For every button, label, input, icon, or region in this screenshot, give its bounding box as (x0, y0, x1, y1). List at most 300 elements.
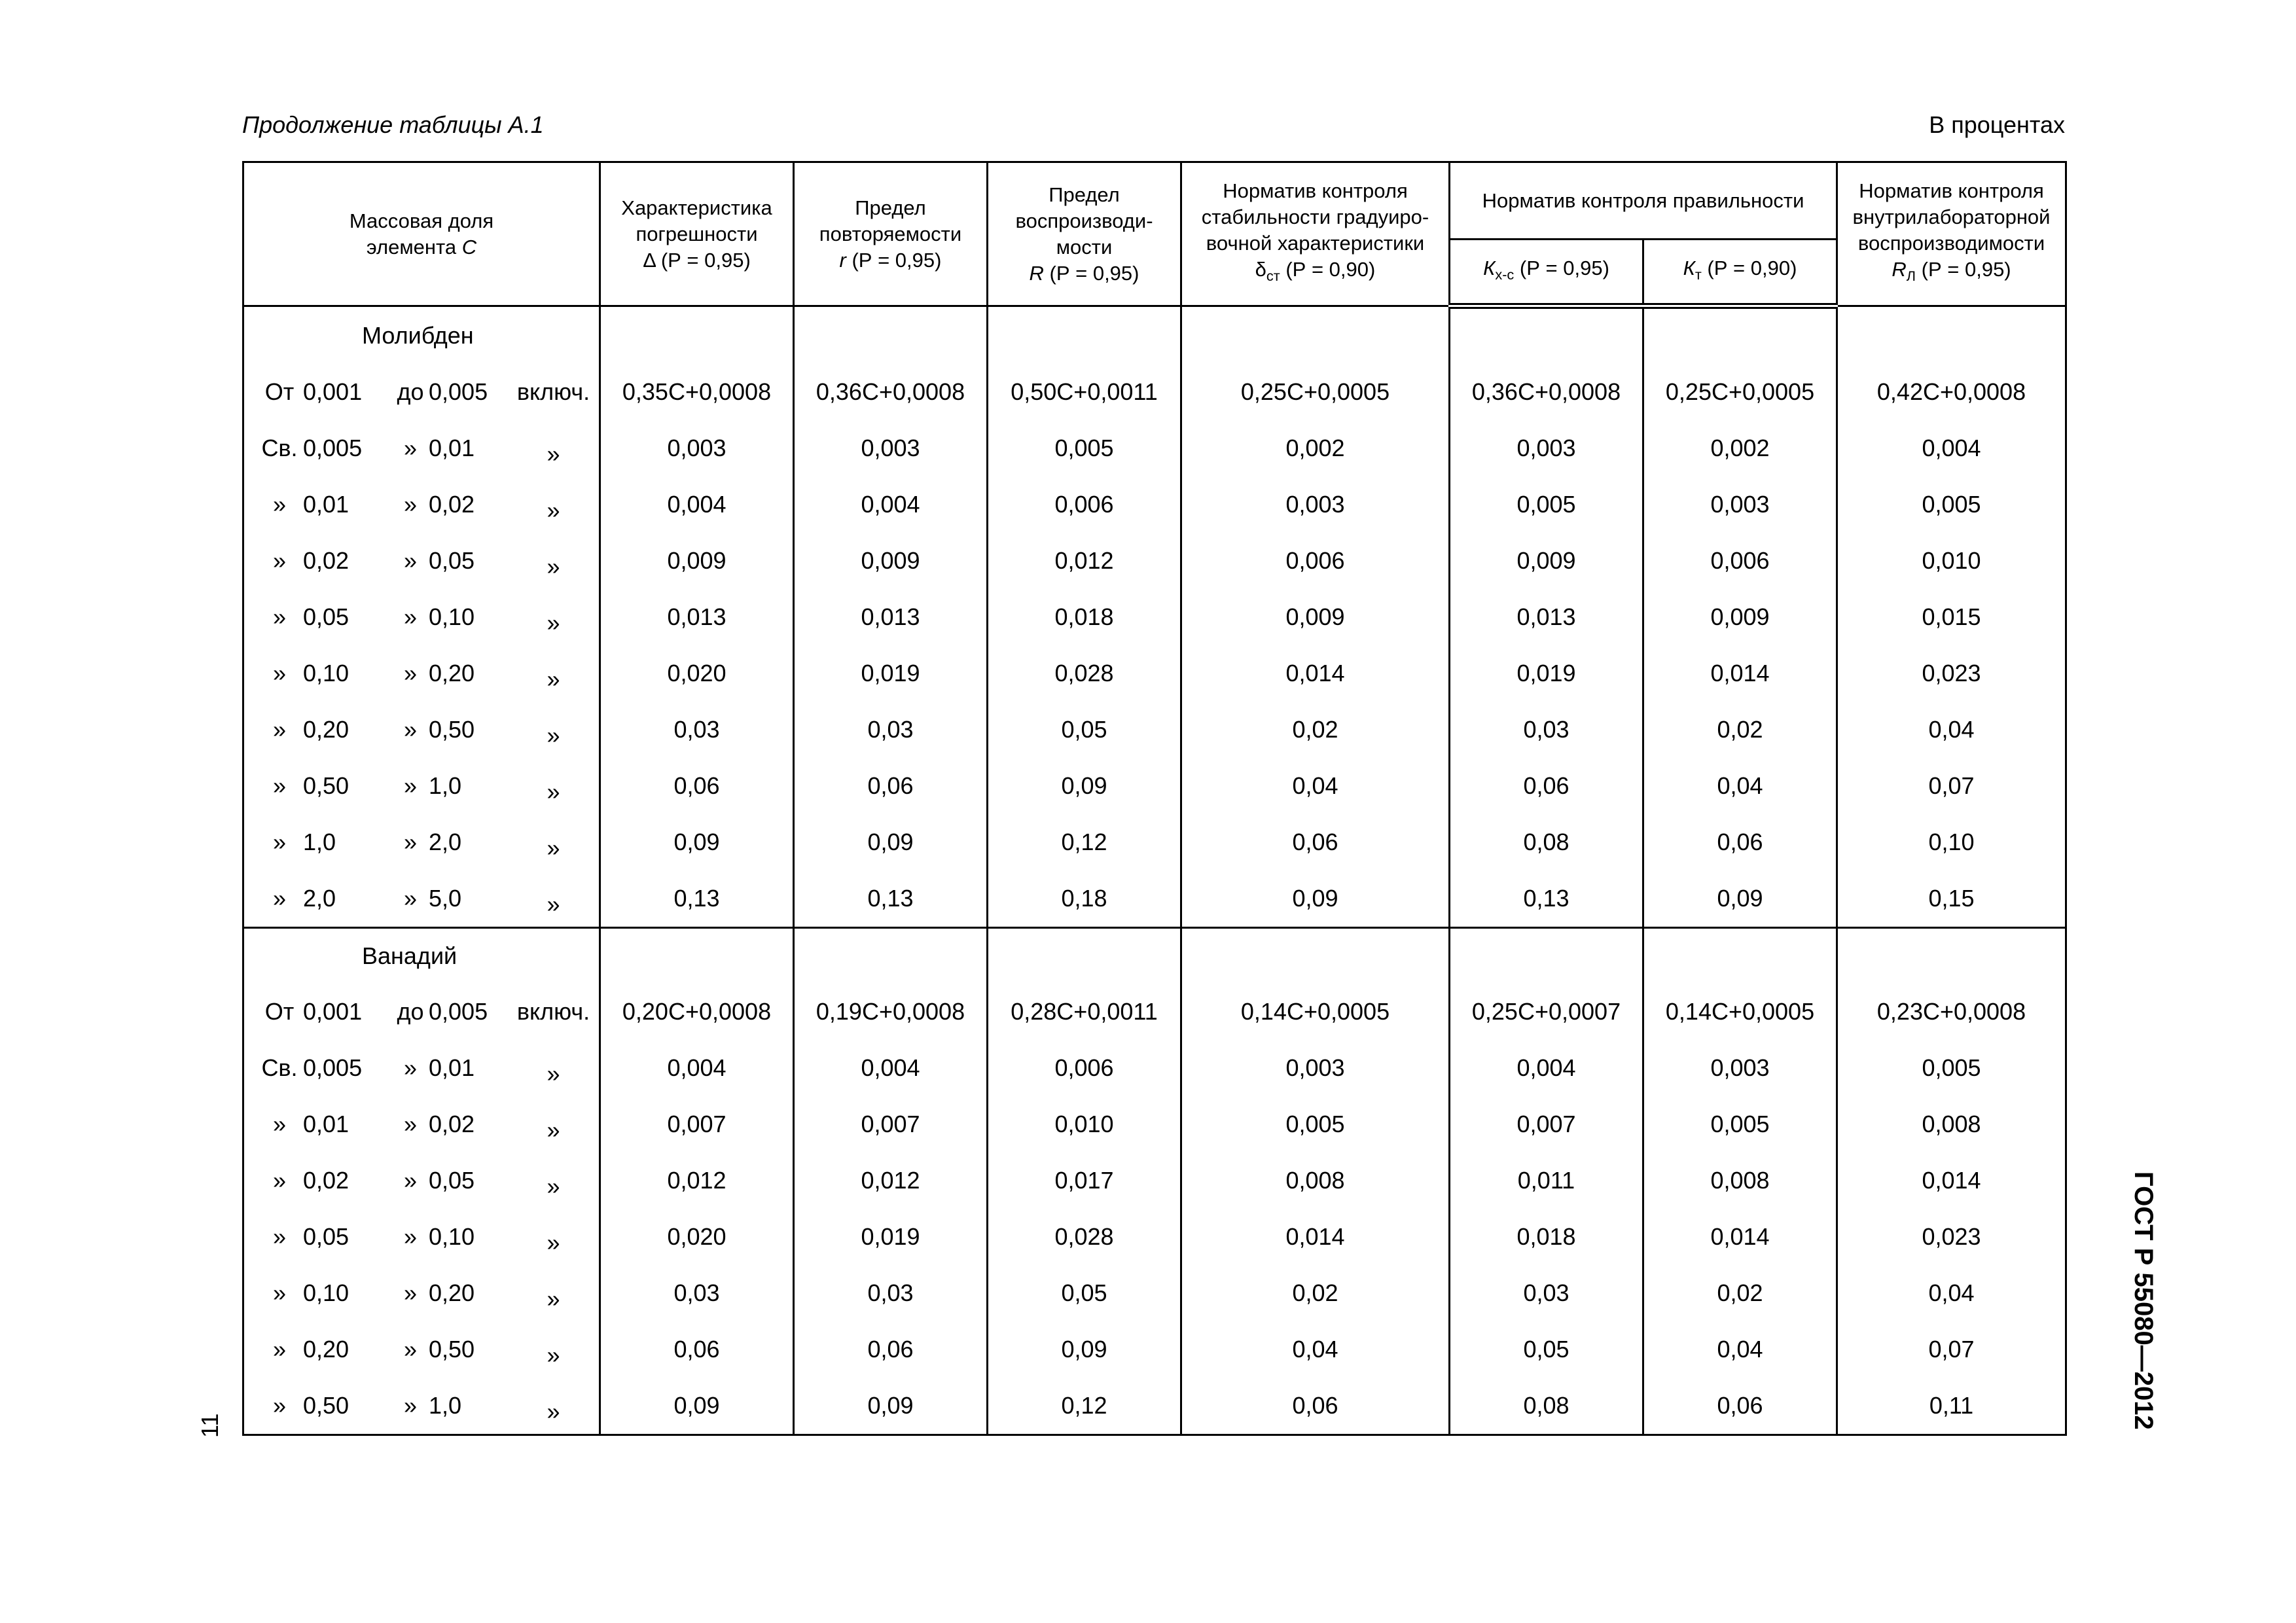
table-row (243, 1040, 2066, 1096)
mass-range-cell (243, 1152, 600, 1209)
value-cell: 0,04 (1837, 702, 2066, 758)
table-row (243, 589, 2066, 645)
range-to: 5,0 (429, 885, 462, 912)
range-to: 0,50 (429, 716, 475, 743)
table-row (243, 1096, 2066, 1152)
empty-cell (1837, 928, 2066, 984)
range-from: 0,05 (303, 603, 350, 630)
value-cell: 0,13 (600, 870, 794, 928)
header-c7-line3: воспроизводимости (1857, 232, 2045, 255)
value-cell: 0,006 (1181, 533, 1450, 589)
value-cell: 0,28С+0,0011 (988, 984, 1181, 1040)
value-cell: 0,02 (1643, 1265, 1837, 1321)
page-number-container (196, 1404, 223, 1443)
value-cell: 0,09 (1181, 870, 1450, 928)
range-pre: » (272, 1392, 287, 1419)
value-cell: 0,14С+0,0005 (1643, 984, 1837, 1040)
value-cell: 0,007 (600, 1096, 794, 1152)
empty-cell (1181, 928, 1450, 984)
range-suf: » (547, 1116, 560, 1143)
value-cell: 0,009 (1643, 589, 1837, 645)
table-row (243, 533, 2066, 589)
value-cell: 0,09 (1643, 870, 1837, 928)
value-cell: 0,011 (1450, 1152, 1643, 1209)
range-suf: » (547, 1228, 560, 1256)
header-c2-line1: Предел (855, 196, 926, 219)
table-row (243, 870, 2066, 928)
range-pre: От (264, 378, 295, 405)
value-cell: 0,012 (794, 1152, 988, 1209)
value-cell: 0,13 (1450, 870, 1643, 928)
table-row (243, 1265, 2066, 1321)
header-c7-subscript: Л (1906, 268, 1916, 285)
value-cell: 0,15 (1837, 870, 2066, 928)
value-cell: 0,010 (1837, 533, 2066, 589)
header-calibration-stability (1181, 162, 1450, 306)
header-mass-symbol: С (461, 235, 477, 259)
value-cell: 0,06 (1181, 814, 1450, 870)
value-cell: 0,019 (794, 645, 988, 702)
header-c2-line2: повторяемости (819, 222, 962, 245)
range-suf: включ. (516, 998, 590, 1025)
value-cell: 0,07 (1837, 1321, 2066, 1378)
range-pre: » (272, 491, 287, 518)
header-c7-line1: Норматив контроля (1859, 179, 2044, 203)
range-suf: » (547, 890, 560, 918)
mass-range-cell (243, 476, 600, 533)
header-c5-probability: (Р = 0,95) (1519, 256, 1609, 279)
value-cell: 0,003 (794, 420, 988, 476)
value-cell: 0,023 (1837, 645, 2066, 702)
value-cell: 0,005 (1837, 1040, 2066, 1096)
header-accuracy-control-group: Норматив контроля правильности (1450, 162, 1837, 240)
value-cell: 0,004 (794, 1040, 988, 1096)
range-mid: до (397, 998, 424, 1025)
value-cell: 0,013 (600, 589, 794, 645)
value-cell: 0,03 (600, 1265, 794, 1321)
range-from: 0,01 (303, 1111, 350, 1137)
value-cell: 0,35С+0,0008 (600, 364, 794, 420)
header-c3-line2: воспроизводи- (1015, 209, 1153, 232)
value-cell: 0,005 (1643, 1096, 1837, 1152)
value-cell: 0,03 (1450, 702, 1643, 758)
range-mid: » (403, 1111, 418, 1137)
header-c4-line1: Норматив контроля (1223, 179, 1408, 203)
value-cell: 0,09 (600, 1378, 794, 1435)
range-mid: » (403, 1167, 418, 1194)
table-row (243, 364, 2066, 420)
value-cell: 0,003 (600, 420, 794, 476)
range-to: 0,01 (429, 1054, 475, 1081)
header-mass-line1: Массовая доля (349, 209, 494, 232)
mass-range-cell (243, 702, 600, 758)
value-cell: 0,020 (600, 645, 794, 702)
empty-cell (988, 928, 1181, 984)
range-pre: » (272, 603, 287, 630)
range-mid: » (403, 435, 418, 461)
header-c1-line2: погрешности (636, 222, 758, 245)
value-cell: 0,014 (1643, 1209, 1837, 1265)
range-from: 0,05 (303, 1223, 350, 1250)
range-from: 0,001 (303, 378, 363, 405)
mass-range-cell (243, 1321, 600, 1378)
header-c1-line1: Характеристика (621, 196, 772, 219)
mass-range-cell (243, 758, 600, 814)
header-mass-line2: элемента (366, 235, 457, 259)
range-pre: » (272, 1279, 287, 1306)
table-row (243, 1378, 2066, 1435)
value-cell: 0,006 (1643, 533, 1837, 589)
value-cell: 0,06 (1643, 1378, 1837, 1435)
header-c4-line2: стабильности градуиро- (1201, 205, 1429, 229)
empty-cell (1181, 306, 1450, 365)
range-to: 0,20 (429, 1279, 475, 1306)
range-pre: » (272, 885, 287, 912)
header-c7-line2: внутрилабораторной (1852, 205, 2051, 229)
element-name: Ванадий (362, 942, 457, 969)
value-cell: 0,008 (1643, 1152, 1837, 1209)
range-mid: » (403, 1392, 418, 1419)
value-cell: 0,04 (1181, 1321, 1450, 1378)
table-row (243, 1321, 2066, 1378)
value-cell: 0,004 (1450, 1040, 1643, 1096)
value-cell: 0,05 (1450, 1321, 1643, 1378)
table-row (243, 758, 2066, 814)
table-row (243, 645, 2066, 702)
value-cell: 0,13 (794, 870, 988, 928)
value-cell: 0,04 (1643, 758, 1837, 814)
range-from: 0,01 (303, 491, 350, 518)
value-cell: 0,006 (988, 476, 1181, 533)
header-c3-line3: мости (1056, 235, 1113, 259)
range-suf: » (547, 1341, 560, 1368)
table-row (243, 1209, 2066, 1265)
units-note: В процентах (1929, 111, 2065, 138)
header-c6-subscript: т (1695, 266, 1702, 283)
range-from: 2,0 (303, 885, 336, 912)
header-c2-probability: (Р = 0,95) (852, 248, 942, 272)
value-cell: 0,06 (794, 1321, 988, 1378)
empty-cell (988, 306, 1181, 365)
empty-cell (794, 928, 988, 984)
value-cell: 0,003 (1643, 476, 1837, 533)
header-repeatability-limit (794, 162, 988, 306)
value-cell: 0,02 (1181, 702, 1450, 758)
range-from: 0,001 (303, 998, 363, 1025)
value-cell: 0,06 (600, 1321, 794, 1378)
value-cell: 0,004 (1837, 420, 2066, 476)
range-suf: » (547, 777, 560, 805)
mass-range-cell (243, 870, 600, 928)
standard-code-container (2111, 1171, 2163, 1472)
range-suf: » (547, 496, 560, 524)
value-cell: 0,004 (600, 476, 794, 533)
value-cell: 0,014 (1181, 1209, 1450, 1265)
value-cell: 0,06 (1643, 814, 1837, 870)
range-mid: » (403, 716, 418, 743)
value-cell: 0,009 (1450, 533, 1643, 589)
range-suf: » (547, 834, 560, 861)
header-intralab-reproducibility (1837, 162, 2066, 306)
range-mid: » (403, 1336, 418, 1363)
range-suf: » (547, 1397, 560, 1425)
range-suf: » (547, 440, 560, 467)
value-cell: 0,12 (988, 1378, 1181, 1435)
range-to: 0,50 (429, 1336, 475, 1363)
range-mid: » (403, 885, 418, 912)
empty-cell (1643, 306, 1837, 365)
range-from: 0,20 (303, 1336, 350, 1363)
value-cell: 0,06 (1450, 758, 1643, 814)
table-caption: Продолжение таблицы А.1 (242, 111, 544, 138)
range-to: 0,05 (429, 1167, 475, 1194)
range-to: 0,005 (429, 378, 488, 405)
empty-cell (600, 928, 794, 984)
value-cell: 0,003 (1181, 1040, 1450, 1096)
value-cell: 0,004 (600, 1040, 794, 1096)
range-to: 0,005 (429, 998, 488, 1025)
header-error-characteristic (600, 162, 794, 306)
value-cell: 0,36С+0,0008 (1450, 364, 1643, 420)
range-pre: » (272, 660, 287, 687)
range-suf: включ. (516, 378, 590, 405)
empty-cell (1450, 928, 1643, 984)
value-cell: 0,005 (988, 420, 1181, 476)
mass-range-cell (243, 1209, 600, 1265)
value-cell: 0,12 (988, 814, 1181, 870)
mass-range-cell (243, 533, 600, 589)
value-cell: 0,014 (1181, 645, 1450, 702)
value-cell: 0,020 (600, 1209, 794, 1265)
range-suf: » (547, 1285, 560, 1312)
range-from: 0,02 (303, 547, 350, 574)
range-to: 0,10 (429, 603, 475, 630)
header-k-t (1643, 240, 1837, 306)
value-cell: 0,18 (988, 870, 1181, 928)
value-cell: 0,009 (600, 533, 794, 589)
mass-range-cell (243, 589, 600, 645)
value-cell: 0,028 (988, 1209, 1181, 1265)
range-suf: » (547, 1172, 560, 1200)
value-cell: 0,36С+0,0008 (794, 364, 988, 420)
value-cell: 0,008 (1181, 1152, 1450, 1209)
header-reproducibility-limit (988, 162, 1181, 306)
value-cell: 0,017 (988, 1152, 1181, 1209)
range-suf: » (547, 721, 560, 749)
value-cell: 0,10 (1837, 814, 2066, 870)
range-mid: » (403, 1223, 418, 1250)
value-cell: 0,23С+0,0008 (1837, 984, 2066, 1040)
value-cell: 0,028 (988, 645, 1181, 702)
range-mid: » (403, 660, 418, 687)
mass-range-cell (243, 1096, 600, 1152)
header-c1-probability: (Р = 0,95) (660, 248, 751, 272)
range-from: 0,005 (303, 435, 363, 461)
value-cell: 0,05 (988, 1265, 1181, 1321)
value-cell: 0,06 (1181, 1378, 1450, 1435)
range-pre: Св. (261, 435, 298, 461)
range-mid: » (403, 772, 418, 799)
header-c3-line1: Предел (1049, 183, 1120, 206)
element-name-cell (243, 306, 600, 365)
value-cell: 0,04 (1643, 1321, 1837, 1378)
value-cell: 0,09 (988, 758, 1181, 814)
range-mid: » (403, 491, 418, 518)
empty-cell (600, 306, 794, 365)
range-from: 1,0 (303, 829, 336, 855)
value-cell: 0,005 (1837, 476, 2066, 533)
range-to: 0,02 (429, 491, 475, 518)
range-to: 1,0 (429, 772, 462, 799)
value-cell: 0,002 (1181, 420, 1450, 476)
element-row (243, 928, 2066, 984)
range-from: 0,50 (303, 1392, 350, 1419)
value-cell: 0,013 (1450, 589, 1643, 645)
value-cell: 0,04 (1837, 1265, 2066, 1321)
value-cell: 0,09 (600, 814, 794, 870)
range-pre: » (272, 547, 287, 574)
header-c5-symbol: К (1483, 256, 1496, 279)
value-cell: 0,018 (1450, 1209, 1643, 1265)
value-cell: 0,003 (1450, 420, 1643, 476)
value-cell: 0,09 (988, 1321, 1181, 1378)
range-to: 0,20 (429, 660, 475, 687)
empty-cell (1837, 306, 2066, 365)
value-cell: 0,009 (794, 533, 988, 589)
value-cell: 0,09 (794, 814, 988, 870)
range-mid: » (403, 603, 418, 630)
value-cell: 0,019 (1450, 645, 1643, 702)
table-header (243, 162, 2066, 306)
table-row (243, 984, 2066, 1040)
empty-cell (1450, 306, 1643, 365)
data-table (242, 161, 2067, 1436)
mass-range-cell (243, 984, 600, 1040)
mass-range-cell (243, 420, 600, 476)
value-cell: 0,012 (988, 533, 1181, 589)
mass-range-cell (243, 645, 600, 702)
range-to: 0,05 (429, 547, 475, 574)
range-suf: » (547, 609, 560, 636)
value-cell: 0,14С+0,0005 (1181, 984, 1450, 1040)
table-row (243, 476, 2066, 533)
value-cell: 0,012 (600, 1152, 794, 1209)
value-cell: 0,014 (1643, 645, 1837, 702)
header-c3-symbol: R (1029, 261, 1044, 285)
range-mid: » (403, 829, 418, 855)
range-pre: » (272, 1111, 287, 1137)
header-c2-symbol: r (839, 248, 846, 272)
range-pre: » (272, 1223, 287, 1250)
range-to: 2,0 (429, 829, 462, 855)
range-suf: » (547, 1060, 560, 1087)
range-from: 0,02 (303, 1167, 350, 1194)
table-body (243, 306, 2066, 1435)
value-cell: 0,09 (794, 1378, 988, 1435)
range-to: 0,10 (429, 1223, 475, 1250)
header-c4-line3: вочной характеристики (1206, 232, 1425, 255)
value-cell: 0,018 (988, 589, 1181, 645)
element-name-cell (243, 928, 600, 984)
page-number: 11 (196, 1413, 223, 1438)
value-cell: 0,005 (1181, 1096, 1450, 1152)
range-pre: » (272, 1167, 287, 1194)
header-c4-subscript: ст (1266, 268, 1280, 285)
header-c6-symbol: К (1683, 256, 1695, 279)
element-name: Молибден (362, 321, 474, 349)
value-cell: 0,25С+0,0005 (1643, 364, 1837, 420)
mass-range-cell (243, 814, 600, 870)
standard-code: ГОСТ Р 55080—2012 (2129, 1171, 2158, 1430)
header-mass-fraction (243, 162, 600, 306)
value-cell: 0,20С+0,0008 (600, 984, 794, 1040)
value-cell: 0,007 (1450, 1096, 1643, 1152)
header-c4-probability: (Р = 0,90) (1285, 258, 1376, 281)
value-cell: 0,009 (1181, 589, 1450, 645)
range-pre: » (272, 1336, 287, 1363)
range-to: 0,02 (429, 1111, 475, 1137)
range-from: 0,005 (303, 1054, 363, 1081)
value-cell: 0,005 (1450, 476, 1643, 533)
empty-cell (794, 306, 988, 365)
value-cell: 0,003 (1643, 1040, 1837, 1096)
range-pre: От (264, 998, 295, 1025)
table-row (243, 814, 2066, 870)
value-cell: 0,019 (794, 1209, 988, 1265)
table-row (243, 420, 2066, 476)
empty-cell (1643, 928, 1837, 984)
header-c7-probability: (Р = 0,95) (1921, 258, 2011, 281)
value-cell: 0,08 (1450, 814, 1643, 870)
value-cell: 0,04 (1181, 758, 1450, 814)
range-mid: » (403, 1279, 418, 1306)
value-cell: 0,07 (1837, 758, 2066, 814)
range-from: 0,50 (303, 772, 350, 799)
range-to: 0,01 (429, 435, 475, 461)
range-pre: » (272, 772, 287, 799)
header-c6-probability: (Р = 0,90) (1707, 256, 1797, 279)
value-cell: 0,05 (988, 702, 1181, 758)
value-cell: 0,06 (794, 758, 988, 814)
value-cell: 0,02 (1181, 1265, 1450, 1321)
value-cell: 0,002 (1643, 420, 1837, 476)
value-cell: 0,08 (1450, 1378, 1643, 1435)
value-cell: 0,03 (1450, 1265, 1643, 1321)
value-cell: 0,25С+0,0005 (1181, 364, 1450, 420)
value-cell: 0,014 (1837, 1152, 2066, 1209)
mass-range-cell (243, 364, 600, 420)
value-cell: 0,008 (1837, 1096, 2066, 1152)
table-row (243, 702, 2066, 758)
mass-range-cell (243, 1378, 600, 1435)
value-cell: 0,06 (600, 758, 794, 814)
value-cell: 0,003 (1181, 476, 1450, 533)
value-cell: 0,25С+0,0007 (1450, 984, 1643, 1040)
range-from: 0,10 (303, 660, 350, 687)
range-pre: Св. (261, 1054, 298, 1081)
mass-range-cell (243, 1040, 600, 1096)
value-cell: 0,02 (1643, 702, 1837, 758)
value-cell: 0,03 (794, 702, 988, 758)
range-suf: » (547, 552, 560, 580)
range-pre: » (272, 829, 287, 855)
value-cell: 0,015 (1837, 589, 2066, 645)
header-c7-symbol: R (1892, 258, 1907, 281)
table-row (243, 1152, 2066, 1209)
header-c5-subscript: х-с (1495, 266, 1515, 283)
element-row (243, 306, 2066, 365)
value-cell: 0,11 (1837, 1378, 2066, 1435)
